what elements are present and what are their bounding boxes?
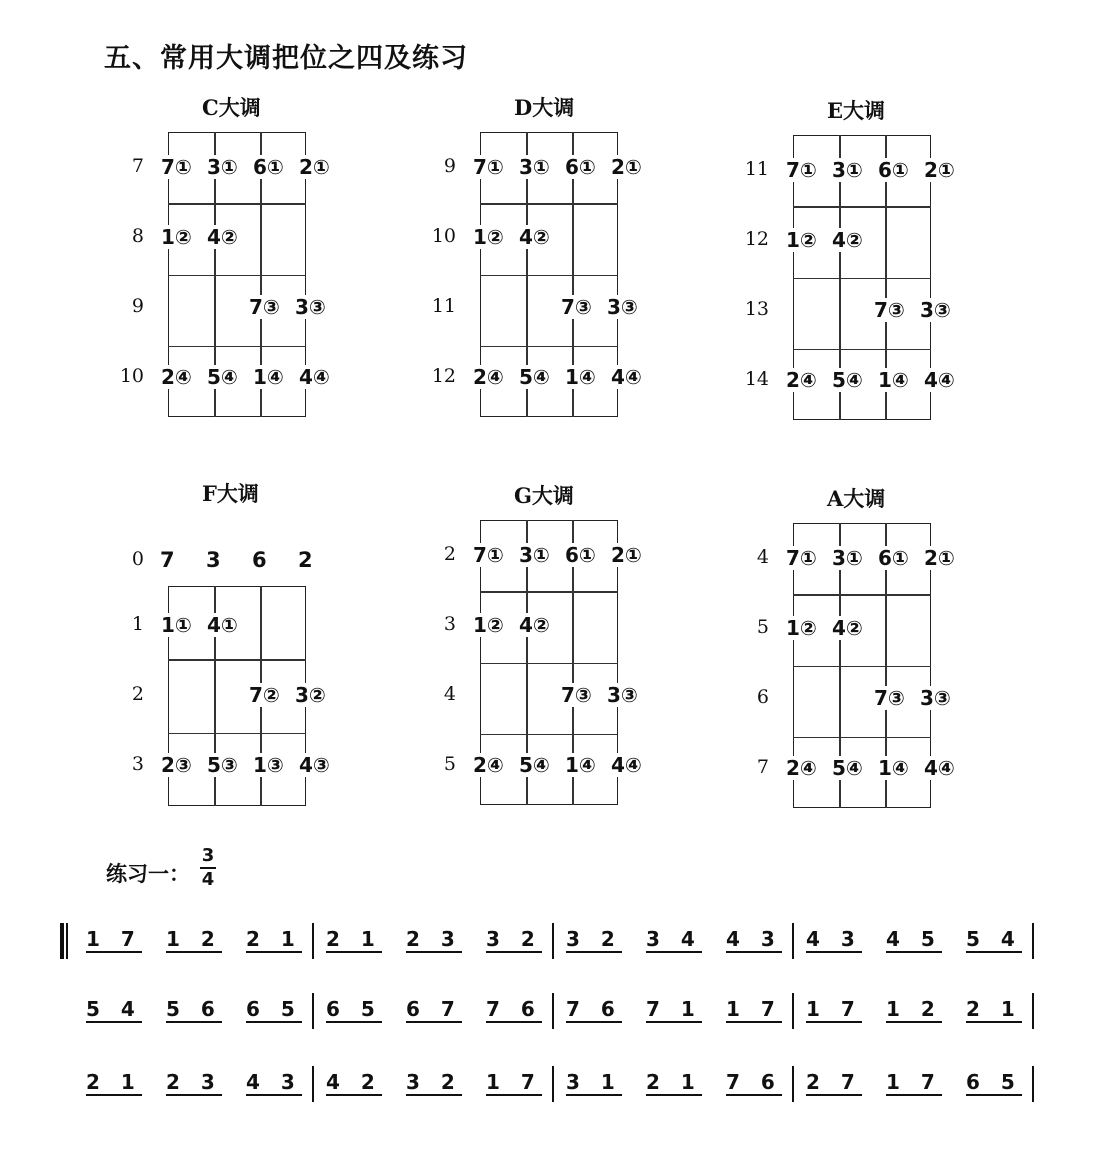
beat-group: 2 1 (246, 927, 302, 951)
repeat-start-sign (60, 923, 70, 959)
score-line (60, 1070, 1050, 1120)
barline (312, 923, 314, 959)
fret-number: 4 (756, 546, 769, 568)
fingering-note: 7 (160, 548, 175, 572)
beat-group: 3 4 (646, 927, 702, 951)
fingering-note: 3③ (920, 298, 951, 322)
fingering-note: 2① (924, 158, 955, 182)
fret-number: 0 (131, 548, 144, 570)
chart (120, 478, 360, 818)
fret-number: 5 (443, 753, 456, 775)
fingering-note: 6① (565, 543, 596, 567)
fingering-note: 3 (206, 548, 221, 572)
fingering-note: 6① (878, 158, 909, 182)
fret-number: 3 (131, 753, 144, 775)
fingering-note: 3③ (607, 683, 638, 707)
fingering-note: 4③ (299, 753, 330, 777)
fingering-note: 4② (832, 228, 863, 252)
barline (552, 923, 554, 959)
fingering-note: 3② (295, 683, 326, 707)
fret-number: 9 (131, 295, 144, 317)
fret-number: 7 (756, 756, 769, 778)
barline (312, 993, 314, 1029)
fret-number: 2 (131, 683, 144, 705)
fret-number: 1 (131, 613, 144, 635)
beat-group: 5 4 (86, 997, 142, 1021)
chart (745, 483, 985, 823)
fret-line (480, 734, 618, 736)
fret-line (168, 659, 306, 661)
beat-group: 7 6 (566, 997, 622, 1021)
fret-number: 11 (431, 295, 456, 317)
fingering-note: 3③ (295, 295, 326, 319)
fingering-note: 5④ (519, 365, 550, 389)
fret-number: 4 (443, 683, 456, 705)
fret-line (480, 275, 618, 277)
fingering-note: 5④ (519, 753, 550, 777)
fret-number: 5 (756, 616, 769, 638)
beat-group: 7 6 (726, 1070, 782, 1094)
chart (745, 95, 985, 435)
fingering-note: 1④ (878, 368, 909, 392)
fret-number: 10 (431, 225, 456, 247)
beat-group: 6 7 (406, 997, 462, 1021)
fret-line (793, 278, 931, 280)
fret-number: 6 (756, 686, 769, 708)
chart-title: D大调 (514, 95, 575, 120)
fingering-note: 4② (207, 225, 238, 249)
fingering-note: 1③ (253, 753, 284, 777)
beat-group: 1 2 (886, 997, 942, 1021)
fingering-note: 1④ (565, 365, 596, 389)
fingering-note: 7① (161, 155, 192, 179)
beat-group: 3 2 (486, 927, 542, 951)
fingering-note: 7③ (561, 295, 592, 319)
fingering-note: 2① (611, 155, 642, 179)
fret-number: 10 (119, 365, 144, 387)
fingering-note: 6① (253, 155, 284, 179)
fret-number: 13 (744, 298, 769, 320)
beat-group: 7 6 (486, 997, 542, 1021)
beat-group: 7 1 (646, 997, 702, 1021)
beat-group: 2 1 (86, 1070, 142, 1094)
fingering-note: 1④ (253, 365, 284, 389)
fingering-note: 7① (786, 546, 817, 570)
barline (552, 1066, 554, 1102)
fret-number: 2 (443, 543, 456, 565)
beat-group: 1 7 (806, 997, 862, 1021)
chart-title: F大调 (202, 481, 259, 506)
fingering-note: 2① (924, 546, 955, 570)
fingering-note: 5④ (207, 365, 238, 389)
beat-group: 3 2 (406, 1070, 462, 1094)
fingering-note: 3③ (920, 686, 951, 710)
fingering-note: 1② (473, 225, 504, 249)
fret-line (168, 275, 306, 277)
fingering-note: 2① (299, 155, 330, 179)
beat-group: 6 5 (966, 1070, 1022, 1094)
fret-number: 9 (443, 155, 456, 177)
barline (792, 923, 794, 959)
fret-number: 12 (431, 365, 456, 387)
fingering-note: 6① (565, 155, 596, 179)
barline (552, 993, 554, 1029)
fret-line (480, 346, 618, 348)
fingering-note: 2④ (473, 753, 504, 777)
fingering-note: 3① (519, 543, 550, 567)
exercise-label: 练习一： (106, 862, 190, 886)
fret-line (793, 206, 931, 208)
fingering-note: 2④ (161, 365, 192, 389)
fret-line (480, 591, 618, 593)
barline (1032, 1066, 1034, 1102)
fingering-note: 1① (161, 613, 192, 637)
fingering-note: 3① (519, 155, 550, 179)
beat-group: 2 7 (806, 1070, 862, 1094)
fingering-note: 4② (519, 225, 550, 249)
fret-line (480, 203, 618, 205)
fingering-note: 5④ (832, 756, 863, 780)
beat-group: 1 7 (726, 997, 782, 1021)
score-line (60, 997, 1050, 1047)
fingering-note: 4④ (611, 365, 642, 389)
fret-number: 14 (744, 368, 769, 390)
fret-number: 7 (131, 155, 144, 177)
fingering-note: 1② (161, 225, 192, 249)
fret-line (793, 349, 931, 351)
fingering-note: 3③ (607, 295, 638, 319)
chart-title: C大调 (202, 95, 261, 120)
fingering-note: 7③ (561, 683, 592, 707)
beat-group: 5 4 (966, 927, 1022, 951)
fingering-note: 4④ (299, 365, 330, 389)
beat-group: 6 5 (326, 997, 382, 1021)
barline (1032, 923, 1034, 959)
beat-group: 1 2 (166, 927, 222, 951)
fret-line (793, 737, 931, 739)
fingering-note: 4④ (924, 756, 955, 780)
fingering-note: 7③ (874, 686, 905, 710)
fingering-note: 7① (786, 158, 817, 182)
beat-group: 4 3 (246, 1070, 302, 1094)
beat-group: 1 7 (486, 1070, 542, 1094)
fingering-note: 4② (832, 616, 863, 640)
fingering-note: 5④ (832, 368, 863, 392)
page-title: 五、常用大调把位之四及练习 (104, 43, 468, 74)
beat-group: 4 2 (326, 1070, 382, 1094)
fingering-note: 1② (786, 228, 817, 252)
fingering-note: 6① (878, 546, 909, 570)
fingering-note: 2① (611, 543, 642, 567)
time-signature (200, 846, 216, 890)
fret-number: 3 (443, 613, 456, 635)
chart-title: A大调 (827, 486, 886, 511)
fingering-note: 7③ (874, 298, 905, 322)
chart (432, 92, 672, 432)
fingering-note: 1④ (878, 756, 909, 780)
fingering-note: 4④ (924, 368, 955, 392)
time-signature-bottom: 4 (201, 869, 215, 890)
fret-number: 8 (131, 225, 144, 247)
chart-title: E大调 (827, 98, 886, 123)
fret-line (793, 594, 931, 596)
chart (120, 92, 360, 432)
barline (792, 1066, 794, 1102)
beat-group: 4 3 (806, 927, 862, 951)
barline (1032, 993, 1034, 1029)
beat-group: 3 1 (566, 1070, 622, 1094)
fingering-note: 7① (473, 155, 504, 179)
fingering-note: 1④ (565, 753, 596, 777)
barline (312, 1066, 314, 1102)
time-signature-top: 3 (201, 845, 215, 866)
beat-group: 5 6 (166, 997, 222, 1021)
beat-group: 6 5 (246, 997, 302, 1021)
fret-number: 12 (744, 228, 769, 250)
beat-group: 2 1 (326, 927, 382, 951)
score-line (60, 927, 1050, 977)
fingering-note: 1② (786, 616, 817, 640)
fingering-note: 5③ (207, 753, 238, 777)
fingering-note: 2③ (161, 753, 192, 777)
fret-line (168, 346, 306, 348)
beat-group: 2 1 (646, 1070, 702, 1094)
fingering-note: 3① (832, 546, 863, 570)
fingering-note: 2④ (786, 756, 817, 780)
beat-group: 4 3 (726, 927, 782, 951)
barline (792, 993, 794, 1029)
fingering-note: 7① (473, 543, 504, 567)
fingering-note: 7③ (249, 295, 280, 319)
fingering-note: 3① (207, 155, 238, 179)
fingering-note: 2 (298, 548, 313, 572)
beat-group: 2 3 (406, 927, 462, 951)
fingering-note: 2④ (786, 368, 817, 392)
beat-group: 4 5 (886, 927, 942, 951)
beat-group: 1 7 (86, 927, 142, 951)
fret-line (480, 663, 618, 665)
fingering-note: 1② (473, 613, 504, 637)
chart-title: G大调 (514, 483, 574, 508)
beat-group: 3 2 (566, 927, 622, 951)
beat-group: 2 1 (966, 997, 1022, 1021)
fingering-note: 4② (519, 613, 550, 637)
fingering-note: 6 (252, 548, 267, 572)
fingering-note: 7② (249, 683, 280, 707)
beat-group: 2 3 (166, 1070, 222, 1094)
fret-line (168, 203, 306, 205)
fret-line (168, 733, 306, 735)
chart (432, 480, 672, 820)
fingering-note: 4① (207, 613, 238, 637)
fingering-note: 2④ (473, 365, 504, 389)
fingering-note: 3① (832, 158, 863, 182)
fret-line (793, 666, 931, 668)
beat-group: 1 7 (886, 1070, 942, 1094)
fingering-note: 4④ (611, 753, 642, 777)
fret-number: 11 (744, 158, 769, 180)
